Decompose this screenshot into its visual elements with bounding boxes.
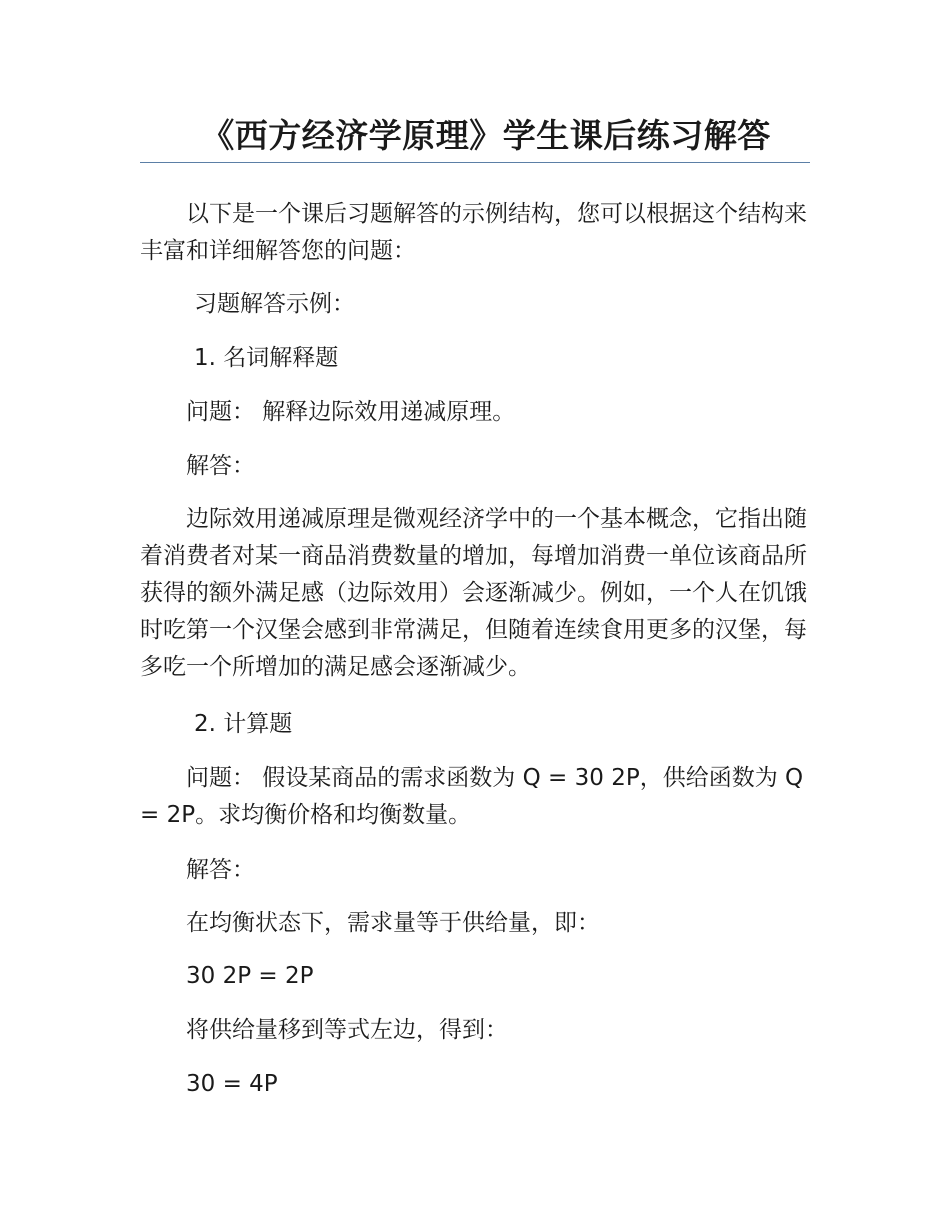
section1-heading: 1. 名词解释题 bbox=[194, 345, 339, 371]
section2-equation2: 30 = 4P bbox=[186, 1071, 278, 1097]
section2-step2: 将供给量移到等式左边，得到： bbox=[186, 1017, 508, 1043]
title-divider bbox=[140, 162, 810, 163]
document-title: 《西方经济学原理》学生课后练习解答 bbox=[201, 116, 771, 155]
section2-step1: 在均衡状态下，需求量等于供给量，即： bbox=[186, 910, 600, 936]
example-heading: 习题解答示例： bbox=[194, 291, 355, 317]
section1-answer-label: 解答： bbox=[186, 453, 255, 479]
section1-answer-text: 边际效用递减原理是微观经济学中的一个基本概念，它指出随着消费者对某一商品消费数量的增加，每增加消费一单位该商品所获得的额外满足感（边际效用）会逐渐减少。例如，一个人在饥饿时吃第一个汉堡会感到非常满足，但随着连续食用更多的汉堡，每多吃一个所增加的满足感会逐渐减少。 bbox=[140, 506, 807, 680]
section2-equation1: 30 2P = 2P bbox=[186, 963, 314, 989]
section2-heading: 2. 计算题 bbox=[194, 711, 293, 737]
section2-answer-label: 解答： bbox=[186, 857, 255, 883]
intro-paragraph: 以下是一个课后习题解答的示例结构，您可以根据这个结构来丰富和详细解答您的问题： bbox=[140, 201, 807, 264]
section1-question: 问题： 解释边际效用递减原理。 bbox=[186, 399, 516, 425]
section2-question: 问题： 假设某商品的需求函数为 Q = 30 2P，供给函数为 Q = 2P。求均衡价格和均衡数量。 bbox=[140, 765, 804, 828]
